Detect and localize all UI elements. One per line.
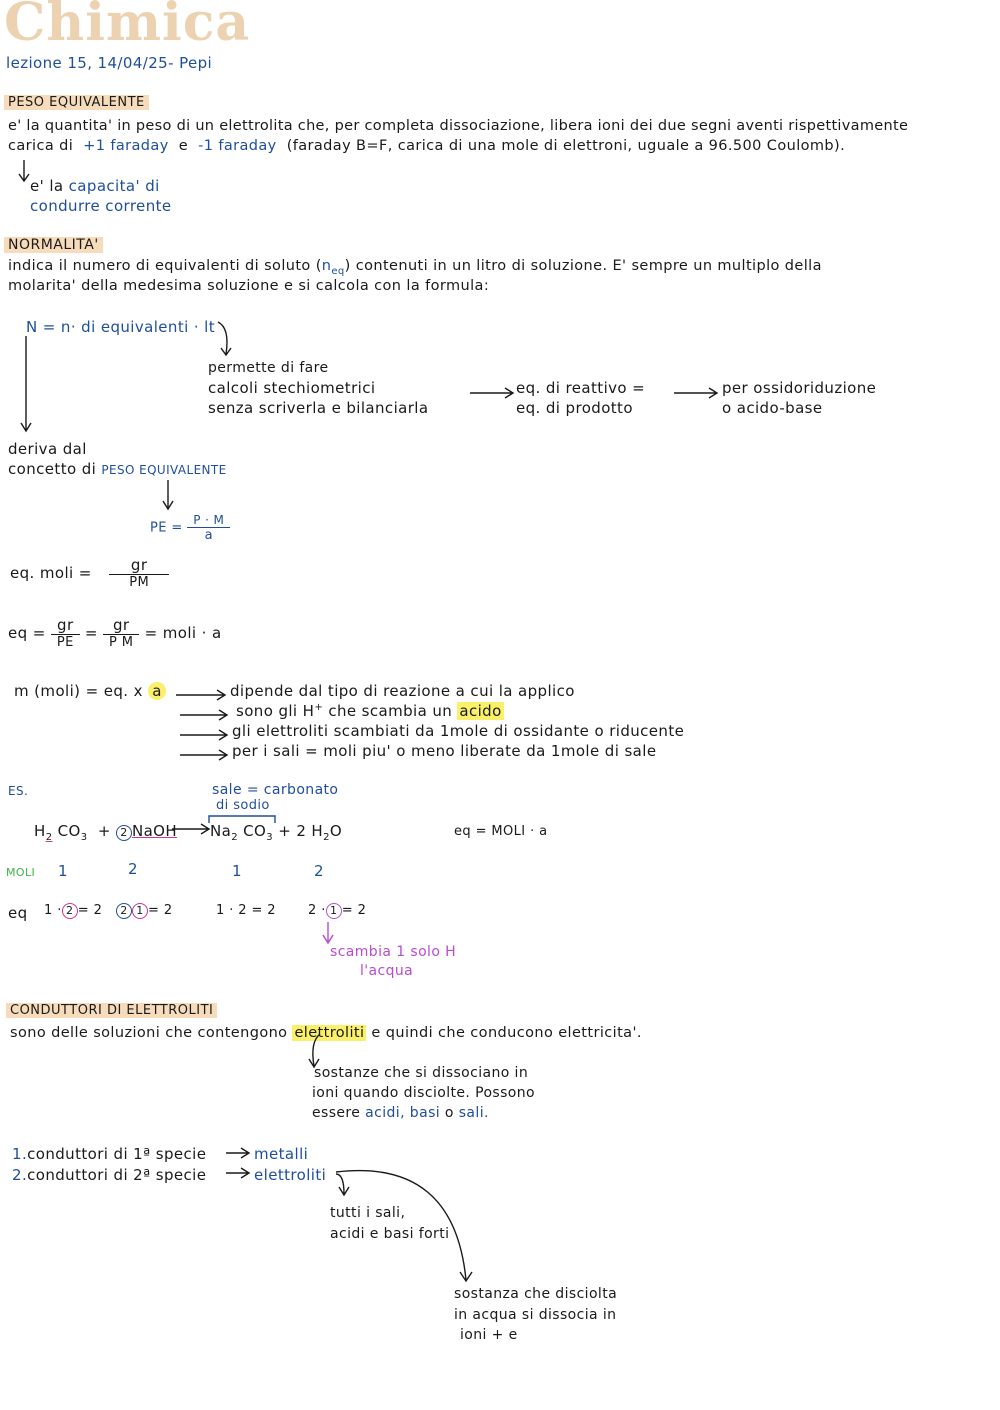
moli-label: MOLI [6,866,36,879]
m-item-2: sono gli H+ che scambia un acido [236,702,502,720]
down-arrow-purple-icon [322,922,336,946]
lesson-subtitle: lezione 15, 14/04/25- Pepi [6,54,213,72]
scambia-line1: scambia 1 solo H [330,944,457,960]
m-item-1: dipende dal tipo di reazione a cui la applico [230,682,575,700]
peso-line1: e' la quantita' in peso di un elettrolita che, per completa dissociazione, libera ioni dei due segni aventi rispettivamente [8,118,909,134]
eq-moli-a: eq = MOLI · a [454,824,548,839]
norm-line1: indica il numero di equivalenti di soluto $(n_{eq})$ contenuti in un litro di soluzione. E' sempre un multiplo della [8,258,822,277]
norm-line2: molarita' della medesima soluzione e si calcola con la formula: [8,278,490,294]
reaction-equation: $H_2$ $CO_3 + 2$ NaOH [34,822,178,843]
cond-item-1-value: metalli [254,1145,309,1163]
deriva-line1: deriva dal [8,440,87,458]
reaction-products: $Na_2$ $CO_3 + 2$ $H_2O$ [210,822,343,843]
ossido-line2: o acido-base [722,399,823,417]
sost-line2: ioni quando disciolte. Possono [312,1085,535,1101]
deriva-line2: concetto di PESO EQUIVALENTE [8,460,227,478]
peso-note-1: e' la capacita' di [30,177,160,195]
ossido-line1: per ossidoriduzione [722,379,877,397]
norm-heading: NORMALITA' [4,237,103,253]
sost2-line1: sostanza che disciolta [454,1286,618,1302]
scambia-line2: l'acqua [360,963,414,979]
down-arrow-icon [162,480,176,512]
right-arrow-icon [176,688,228,702]
normality-formula: N = n· di equivalenti · lt [26,318,216,336]
sale-line1: sale = carbonato [212,782,339,798]
tutti-line1: tutti i sali, [330,1205,406,1221]
sost-line1: sostanze che si dissociano in [314,1065,529,1081]
moli-val-1: 1 [58,862,68,880]
permette-line2: calcoli stechiometrici [208,379,376,397]
tutti-line2: acidi e basi forti [330,1226,450,1242]
cond-line: sono delle soluzioni che contengono elettroliti e quindi che conducono elettricita'. [10,1025,642,1041]
m-item-3: gli elettroliti scambiati da 1mole di ossidante o riducente [232,722,685,740]
cond-item-2: 2.conduttori di 2ª specie [12,1166,207,1184]
m-moli-formula: m (moli) = eq. x a [14,682,166,700]
right-arrow-icon [226,1146,252,1160]
moli-val-3: 1 [232,862,242,880]
down-arrow-long-icon [20,336,34,436]
curved-arrow-icon [216,320,236,360]
right-arrow-icon [674,386,720,400]
eq-val-1: 1 · 2 = 2 [44,903,103,918]
sost2-line2: in acqua si dissocia in [454,1307,617,1323]
permette-line1: permette di fare [208,360,329,376]
page-title: Chimica [4,0,251,53]
eq-val-3: 1 · 2 = 2 [216,903,276,918]
right-arrow-icon [180,748,230,762]
moli-val-4: 2 [314,862,324,880]
right-arrow-icon [180,728,230,742]
eq-formula: eq = $\frac{gr}{PE}$ = $\frac{gr}{\text{P M}}$ = moli · a [8,616,222,650]
es-label: ES. [8,784,29,798]
sost2-line3: ioni + e [460,1327,518,1343]
permette-line3: senza scriverla e bilanciarla [208,399,429,417]
right-arrow-icon [470,386,516,400]
m-item-4: per i sali = moli piu' o meno liberate da 1mole di sale [232,742,657,760]
peso-line2: carica di +1 faraday e -1 faraday (faraday B=F, carica di una mole di elettroni, uguale a 96.500 Coulomb). [8,138,846,154]
sale-line2: di sodio [216,798,270,813]
cond-heading: CONDUTTORI DI ELETTROLITI [6,1003,217,1018]
cond-item-1: 1.conduttori di 1ª specie [12,1145,207,1163]
pe-formula: PE = $\frac{P \cdot M}{a}$ [150,513,230,543]
peso-heading: PESO EQUIVALENTE [4,95,149,110]
eq-moli-formula: eq. moli = $\frac{gr}{PM}$ [10,556,169,590]
eq-val-4: 2 · 1 = 2 [308,903,367,918]
right-arrow-icon [172,822,212,836]
eq-prodotto: eq. di prodotto [516,399,633,417]
right-arrow-icon [180,708,230,722]
right-arrow-icon [226,1166,252,1180]
sost-line3: essere acidi, basi o sali. [312,1105,489,1121]
eq-label: eq [8,904,28,922]
cond-item-2-value: elettroliti [254,1166,327,1184]
eq-reattivo: eq. di reattivo = [516,379,646,397]
moli-val-2: 2 [128,860,138,878]
peso-note-2: condurre corrente [30,197,172,215]
eq-val-2: 2 1 = 2 [116,903,173,919]
